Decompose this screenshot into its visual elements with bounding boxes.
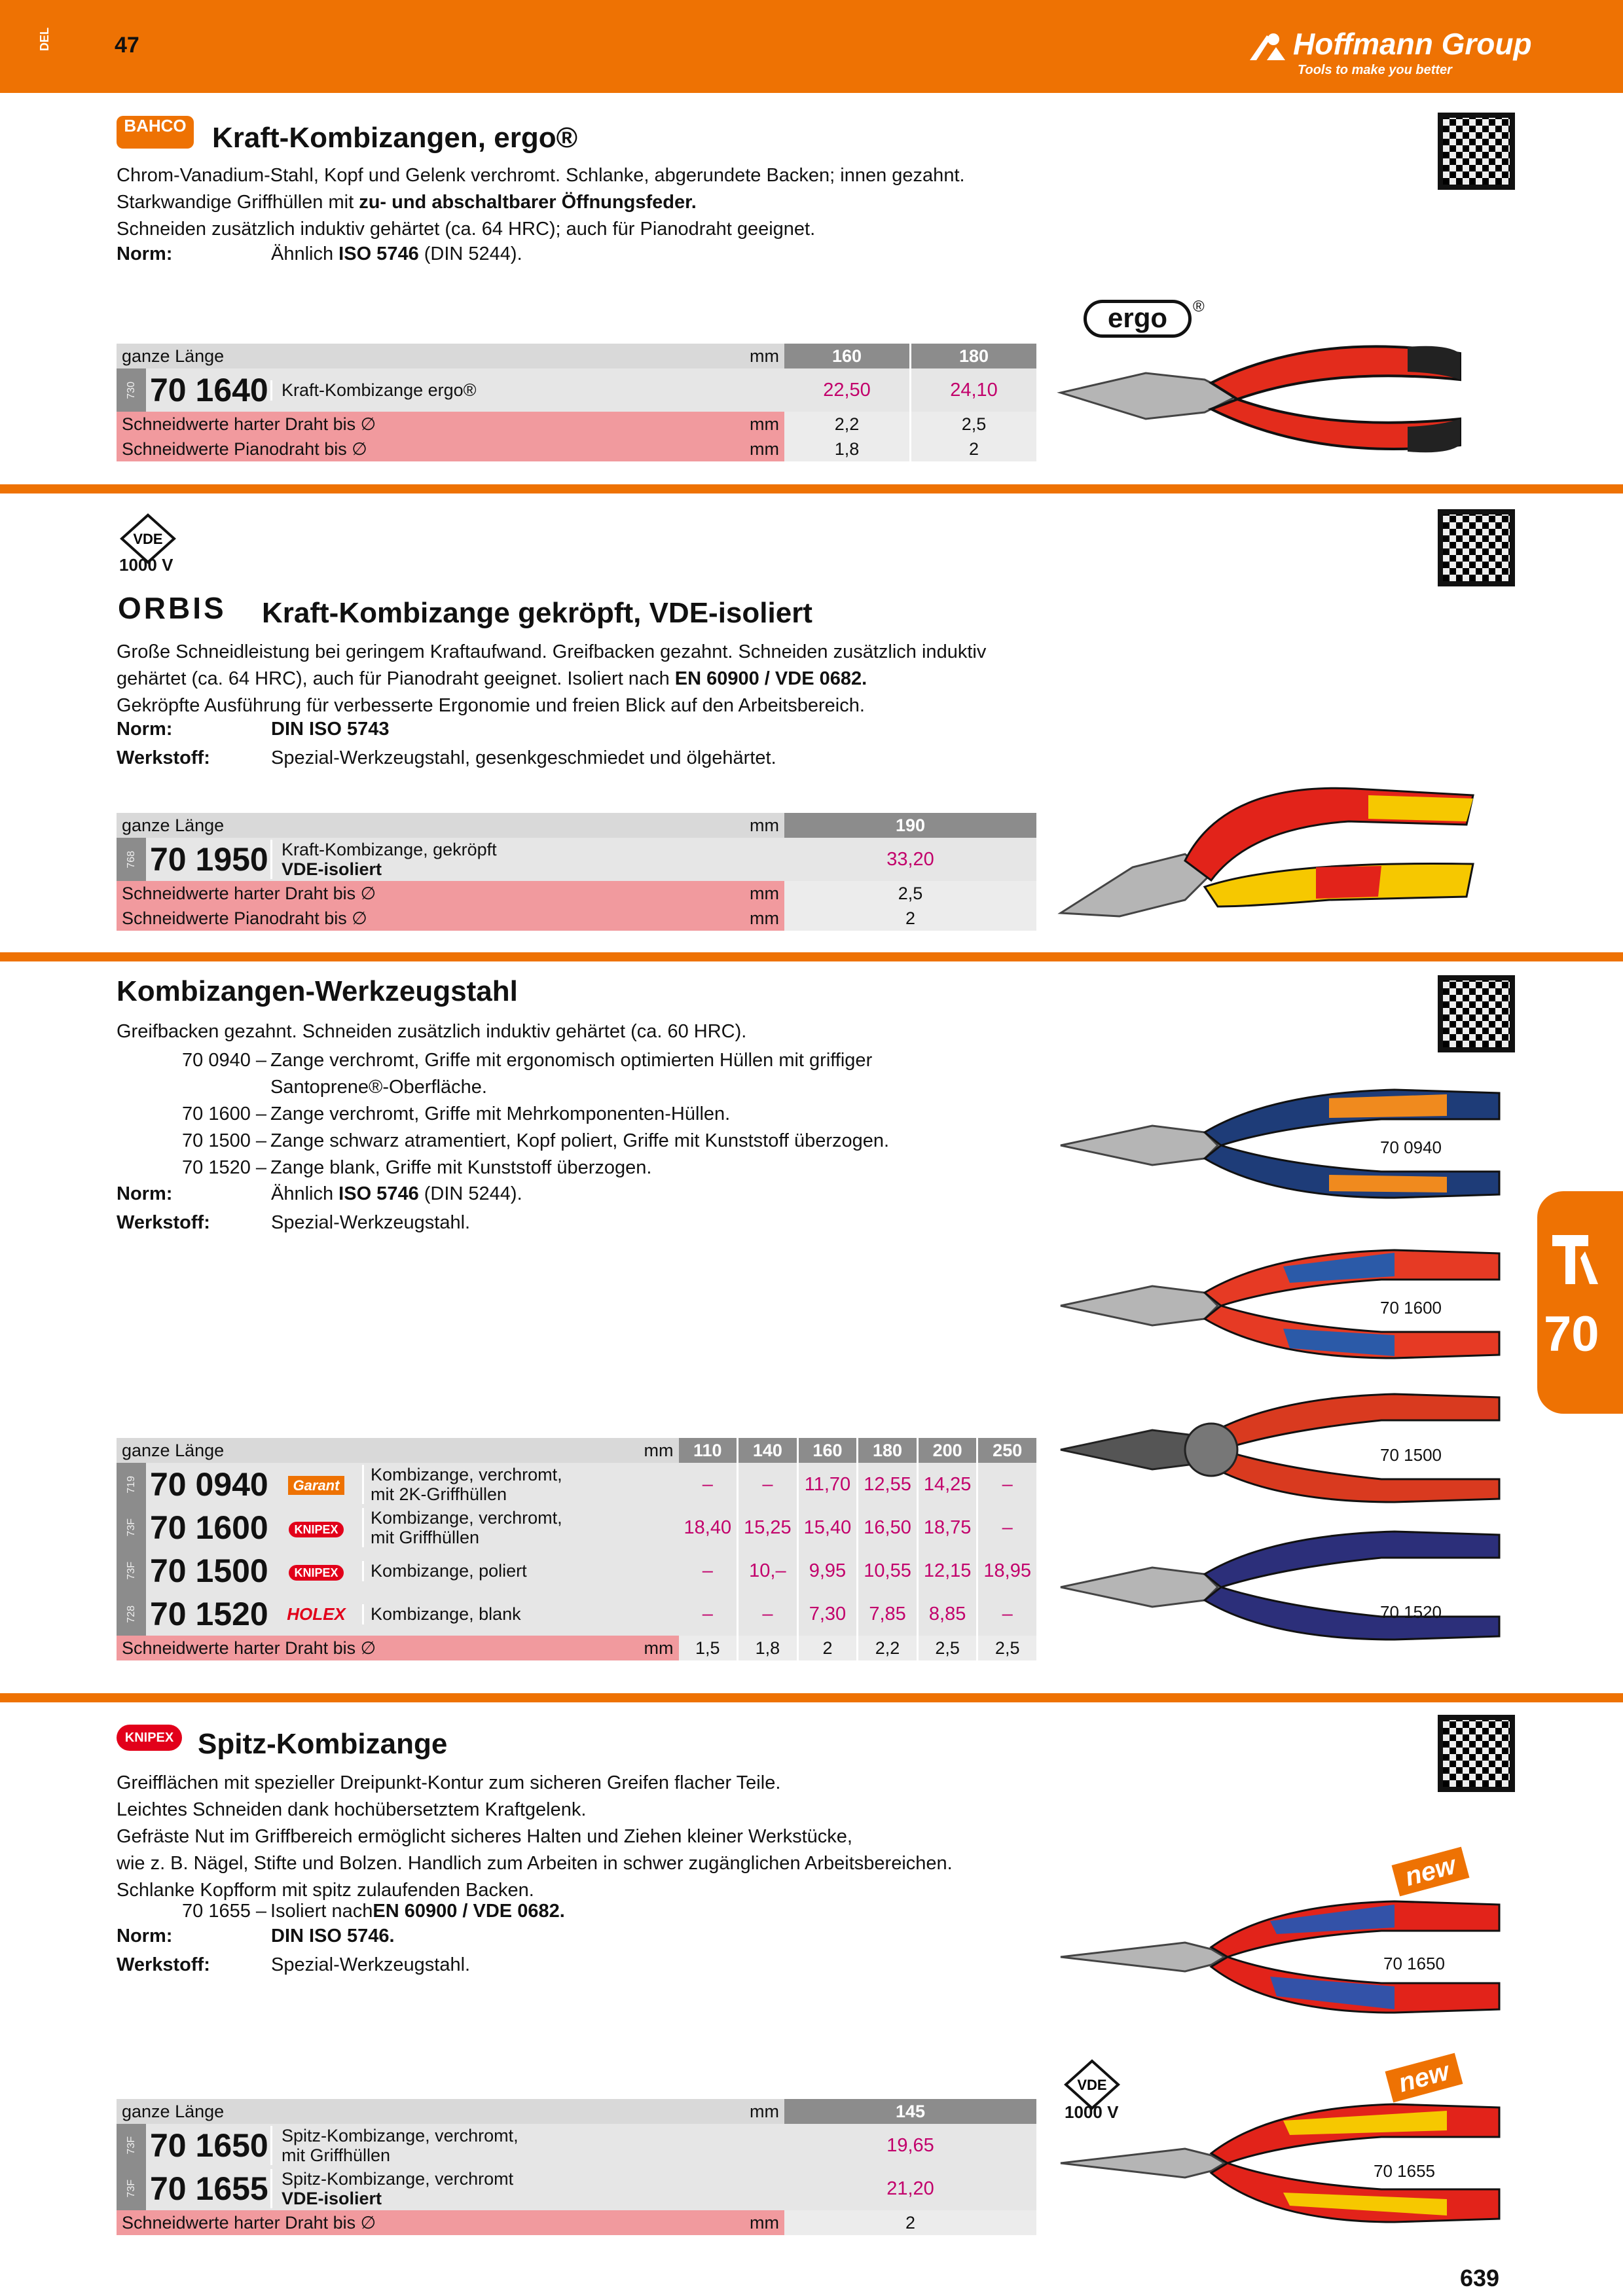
brand-tagline: Tools to make you better bbox=[1298, 63, 1452, 77]
pliers-icon bbox=[1549, 1232, 1601, 1291]
qr-code[interactable] bbox=[1438, 975, 1515, 1052]
section-divider bbox=[0, 484, 1623, 493]
norm-label: Norm: bbox=[117, 243, 173, 264]
description: Greifflächen mit spezieller Dreipunkt-Kontur zum sicheren Greifen flacher Teile. Leichtes Schneiden dank hochübersetztem Kraftgelenk. Gefräste Nut im Griffbereich ermöglicht sicheres Halten und Ziehen kleiner Werkstücke, wie z. B. Nägel, Stifte und Bolzen. Handlich zum Arbeiten in schwer zugänglichen Arbeitsbereichen. Schlanke Kopfform mit spitz zulaufenden Backen. bbox=[117, 1772, 953, 1901]
ergo-plier-image bbox=[1054, 334, 1473, 471]
norm-value: DIN ISO 5743 bbox=[271, 719, 390, 740]
qr-code[interactable] bbox=[1438, 1715, 1515, 1792]
image-label: 70 1650 bbox=[1383, 1954, 1445, 1973]
chapter-number: 47 bbox=[115, 33, 139, 58]
norm-label: Norm: bbox=[117, 719, 173, 740]
spec-table-2: ganze Länge mm 190 768 70 1950 Kraft-Kombizange, gekröpft VDE-isoliert 33,20 Schneidwerte harter Draht bis ∅ mm 2,5 Schneidwerte Pianodraht bis ∅ mm 2 bbox=[117, 813, 1036, 931]
norm-label: Norm: bbox=[117, 1926, 173, 1946]
spec-table-3: ganze Länge mm 110 140 160 180 200 250 719 70 0940 Garant Kombizange, verchromt, mit 2K-Griffhüllen – – 11,70 12,55 14,25 – 73F 70 1600 KNIPEX Kombizange, verchromt, mit Griffhüllen 18,40 15,25 15,40 16,50 18,75 – 73F 70 1500 KNIPEX Kombizange, poliert – 10,– 9,95 10,55 12,15 18,95 728 70 1520 HOLEX Kombizange, blank – – 7,30 7,85 8,85 – Schneidwerte harter Draht bis ∅ mm 1,5 1,8 2 2,2 2,5 2,5 bbox=[117, 1438, 1036, 1660]
bahco-logo: BAHCO bbox=[117, 116, 194, 149]
variant-list: 70 1655 – Isoliert nach EN 60900 / VDE 0682. bbox=[182, 1901, 565, 1922]
spec-table-4: ganze Länge mm 145 73F 70 1650 Spitz-Kombizange, verchromt, mit Griffhüllen 19,65 73F 70 1655 Spitz-Kombizange, verchromt VDE-isoliert 21,20 Schneidwerte harter Draht bis ∅ mm 2 bbox=[117, 2099, 1036, 2235]
material-value: Spezial-Werkzeugstahl. bbox=[271, 1212, 471, 1233]
image-label: 70 1655 bbox=[1374, 2161, 1435, 2181]
qr-code[interactable] bbox=[1438, 509, 1515, 586]
norm-value: Ähnlich ISO 5746 (DIN 5244). bbox=[271, 1183, 522, 1204]
vde-plier-image bbox=[1054, 776, 1480, 939]
brand-name: Hoffmann Group bbox=[1293, 27, 1532, 61]
svg-text:VDE: VDE bbox=[133, 531, 163, 547]
section-title: Kraft-Kombizangen, ergo® bbox=[212, 122, 577, 154]
plier-701655-image bbox=[1054, 2094, 1512, 2232]
holex-logo: HOLEX bbox=[287, 1604, 346, 1624]
knipex-logo: KNIPEX bbox=[289, 1522, 343, 1537]
section-title: Kombizangen-Werkzeugstahl bbox=[117, 975, 518, 1007]
qr-code[interactable] bbox=[1438, 113, 1515, 190]
image-label: 70 1520 bbox=[1380, 1602, 1442, 1622]
spec-table-1: ganze Länge mm 160 180 730 70 1640 Kraft-Kombizange ergo® 22,50 24,10 Schneidwerte harter Draht bis ∅ mm 2,2 2,5 Schneidwerte Pianodraht bis ∅ mm 1,8 2 bbox=[117, 344, 1036, 461]
variant-list: 70 0940 – Zange verchromt, Griffe mit ergonomisch optimierten Hüllen mit griffiger Santoprene®-Oberfläche. 70 1600 – Zange verchromt, Griffe mit Mehrkomponenten-Hüllen. 70 1500 – Zange schwarz atramentiert, Kopf poliert, Griffe mit Kunststoff überzogen. 70 1520 – Zange blank, Griffe mit Kunststoff überzogen. bbox=[182, 1050, 890, 1178]
material-label: Werkstoff: bbox=[117, 1212, 210, 1233]
image-label: 70 1600 bbox=[1380, 1298, 1442, 1318]
registered-mark: ® bbox=[1193, 298, 1205, 315]
material-label: Werkstoff: bbox=[117, 747, 210, 768]
voltage-label: 1000 V bbox=[119, 555, 173, 575]
garant-logo: Garant bbox=[288, 1476, 345, 1495]
hoffmann-logo-icon bbox=[1247, 31, 1286, 62]
plier-701520-image bbox=[1054, 1525, 1512, 1643]
section-divider bbox=[0, 1693, 1623, 1702]
plier-700940-image bbox=[1054, 1080, 1512, 1204]
norm-label: Norm: bbox=[117, 1183, 173, 1204]
description: Chrom-Vanadium-Stahl, Kopf und Gelenk verchromt. Schlanke, abgerundete Backen; innen gezahnt. Starkwandige Griffhüllen mit zu- und abschaltbarer Öffnungsfeder. Schneiden zusätzlich induktiv gehärtet (ca. 64 HRC); auch für Pianodraht geeignet. bbox=[117, 165, 965, 240]
svg-text:VDE: VDE bbox=[1077, 2077, 1107, 2093]
image-label: 70 0940 bbox=[1380, 1138, 1442, 1157]
ergo-logo: ergo bbox=[1084, 300, 1192, 338]
knipex-logo: KNIPEX bbox=[289, 1565, 343, 1581]
orbis-logo: ORBIS bbox=[118, 591, 227, 625]
description: Greifbacken gezahnt. Schneiden zusätzlich induktiv gehärtet (ca. 60 HRC). bbox=[117, 1021, 747, 1042]
knipex-logo: KNIPEX bbox=[117, 1725, 182, 1751]
page-number: 639 bbox=[1460, 2265, 1500, 2291]
section-title: Spitz-Kombizange bbox=[198, 1728, 448, 1760]
new-badge: new bbox=[1385, 2053, 1463, 2103]
norm-value: Ähnlich ISO 5746 (DIN 5244). bbox=[271, 243, 522, 264]
material-value: Spezial-Werkzeugstahl, gesenkgeschmiedet und ölgehärtet. bbox=[271, 747, 776, 768]
material-value: Spezial-Werkzeugstahl. bbox=[271, 1954, 471, 1975]
norm-value: DIN ISO 5746. bbox=[271, 1926, 395, 1946]
chapter-tab[interactable]: 70 bbox=[1537, 1191, 1623, 1414]
image-label: 70 1500 bbox=[1380, 1445, 1442, 1465]
language-code: DEL bbox=[38, 27, 51, 51]
section-title: Kraft-Kombizange gekröpft, VDE-isoliert bbox=[262, 597, 812, 629]
description: Große Schneidleistung bei geringem Kraftaufwand. Greifbacken gezahnt. Schneiden zusätzlich induktiv gehärtet (ca. 64 HRC), auch für Pianodraht geeignet. Isoliert nach EN 60900 / VDE 0682. Gekröpfte Ausführung für verbesserte Ergonomie und freien Blick auf den Arbeitsbereich. bbox=[117, 641, 987, 716]
plier-701500-image bbox=[1054, 1388, 1512, 1505]
voltage-label: 1000 V bbox=[1065, 2102, 1119, 2122]
new-badge: new bbox=[1392, 1847, 1470, 1897]
plier-701600-image bbox=[1054, 1244, 1512, 1361]
section-divider bbox=[0, 952, 1623, 961]
material-label: Werkstoff: bbox=[117, 1954, 210, 1975]
